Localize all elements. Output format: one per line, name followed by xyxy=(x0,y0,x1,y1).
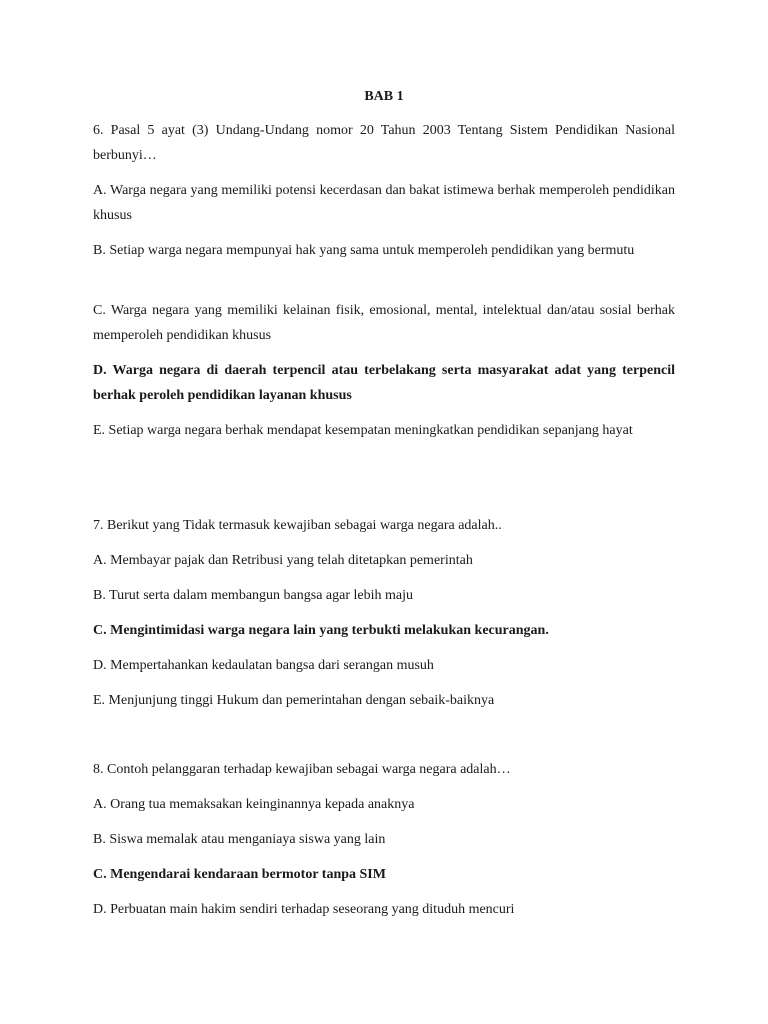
question-6-option-e: E. Setiap warga negara berhak mendapat kesempatan meningkatkan pendidikan sepanjang hayat xyxy=(93,423,633,438)
question-7-option-c-answer: C. Mengintimidasi warga negara lain yang terbukti melakukan kecurangan. xyxy=(93,623,549,638)
question-8-option-a: A. Orang tua memaksakan keinginannya kepada anaknya xyxy=(93,797,415,812)
question-7-option-a: A. Membayar pajak dan Retribusi yang telah ditetapkan pemerintah xyxy=(93,553,473,568)
question-6-option-c: C. Warga negara yang memiliki kelainan fisik, emosional, mental, intelektual dan/atau sosial berhak memperoleh pendidikan khusus xyxy=(93,303,675,343)
question-6: 6. Pasal 5 ayat (3) Undang-Undang nomor 20 Tahun 2003 Tentang Sistem Pendidikan Nasional berbunyi… xyxy=(93,123,675,163)
document-title: BAB 1 xyxy=(364,89,404,104)
question-7-option-d: D. Mempertahankan kedaulatan bangsa dari serangan musuh xyxy=(93,658,434,673)
question-7: 7. Berikut yang Tidak termasuk kewajiban sebagai warga negara adalah.. xyxy=(93,518,502,533)
question-7-option-b: B. Turut serta dalam membangun bangsa agar lebih maju xyxy=(93,588,413,603)
question-6-option-b: B. Setiap warga negara mempunyai hak yang sama untuk memperoleh pendidikan yang bermutu xyxy=(93,243,635,258)
question-7-option-e: E. Menjunjung tinggi Hukum dan pemerintahan dengan sebaik-baiknya xyxy=(93,693,495,708)
question-8-option-b: B. Siswa memalak atau menganiaya siswa yang lain xyxy=(93,832,386,847)
question-8: 8. Contoh pelanggaran terhadap kewajiban sebagai warga negara adalah… xyxy=(93,762,511,777)
question-6-option-d-answer: D. Warga negara di daerah terpencil atau terbelakang serta masyarakat adat yang terpencil berhak peroleh pendidikan layanan khusus xyxy=(93,363,675,403)
question-8-option-c-answer: C. Mengendarai kendaraan bermotor tanpa SIM xyxy=(93,867,386,882)
question-6-option-a: A. Warga negara yang memiliki potensi kecerdasan dan bakat istimewa berhak memperoleh pendidikan khusus xyxy=(93,183,675,223)
question-8-option-d: D. Perbuatan main hakim sendiri terhadap seseorang yang dituduh mencuri xyxy=(93,902,515,917)
